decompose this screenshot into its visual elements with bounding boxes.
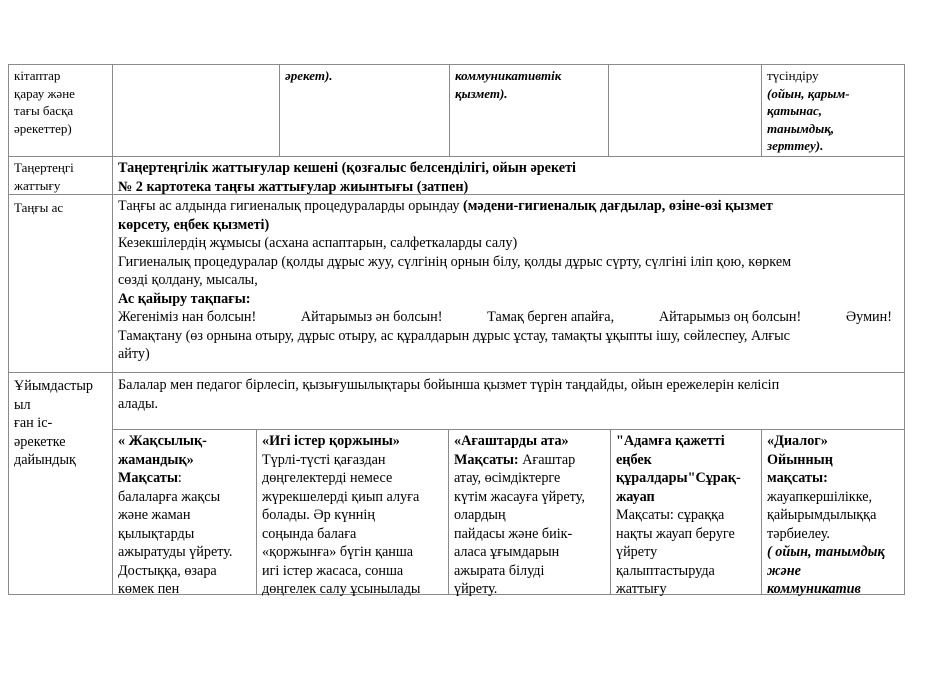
game-line bbox=[118, 562, 251, 581]
game-line-text: үйрету bbox=[616, 544, 658, 560]
game-line bbox=[767, 488, 899, 507]
game-line-tail: : bbox=[177, 470, 182, 486]
organized-intro-line: Балалар мен педагог бірлесіп, қызығушылықтары бойынша қызмет түрін таңдайды, ойын ережелерін келісіп bbox=[118, 377, 780, 393]
game-line-text: Мақсаты: сұраққа bbox=[616, 507, 725, 523]
breakfast-label bbox=[9, 196, 112, 217]
game-line bbox=[118, 432, 251, 451]
game-line bbox=[616, 580, 756, 599]
game-line bbox=[767, 469, 899, 488]
game-line-text: "Адамға қажетті bbox=[616, 433, 725, 449]
game-line bbox=[262, 543, 443, 562]
game-line bbox=[454, 580, 605, 599]
row1-col6-cell bbox=[762, 64, 904, 155]
table-border-left bbox=[8, 64, 9, 595]
game-line bbox=[767, 543, 899, 562]
game-line bbox=[118, 580, 251, 599]
morning-exercise-label bbox=[9, 156, 112, 194]
row1-activity-line: тағы басқа bbox=[14, 103, 74, 119]
game-line-text: және bbox=[767, 562, 801, 579]
game-line-text: жауап bbox=[616, 488, 655, 505]
game-line-text: күтім жасауға үйрету, bbox=[454, 488, 585, 505]
game-line-text: коммуникатив bbox=[767, 581, 861, 597]
game-line-text: «қоржынға» бүгін қанша bbox=[262, 544, 414, 560]
row1-col4-cell bbox=[450, 64, 608, 102]
game-line bbox=[767, 580, 899, 599]
row1-activity-line: әрекеттер) bbox=[14, 120, 72, 136]
game-line bbox=[454, 543, 605, 562]
game-line-text: Ойынның bbox=[767, 451, 833, 468]
row1-col3-text: әрекет). bbox=[285, 68, 333, 83]
organized-label-line: ыл bbox=[14, 396, 31, 413]
game-line bbox=[454, 488, 605, 507]
breakfast-line-5: сөзді қолдану, мысалы, bbox=[118, 272, 258, 288]
game-cell-dialog bbox=[762, 429, 904, 599]
breakfast-line-6: Ас қайыру тақпағы: bbox=[118, 290, 251, 307]
breakfast-line-1-bold: (мәдени-гигиеналық дағдылар, өзіне-өзі қызмет bbox=[462, 198, 773, 214]
game-line-text: тәрбиелеу. bbox=[767, 525, 830, 542]
game-line-text: қалыптастыруда bbox=[616, 562, 715, 579]
game-line bbox=[767, 432, 899, 451]
row1-col4-line: коммуникативтік bbox=[455, 68, 562, 83]
game-line bbox=[767, 506, 899, 525]
organized-label-line: әрекетке bbox=[14, 433, 66, 450]
game-line bbox=[454, 562, 605, 581]
game-line bbox=[454, 469, 605, 488]
game-line-text: «Ағаштарды ата» bbox=[454, 433, 569, 449]
game-line bbox=[262, 469, 443, 488]
organized-intro-line: алады. bbox=[118, 395, 159, 412]
game-line-text: аласа ұғымдарын bbox=[454, 544, 560, 560]
game-line bbox=[616, 432, 756, 451]
game-line bbox=[454, 506, 605, 525]
game-line bbox=[616, 506, 756, 525]
game-line-text: ажыратуды үйрету. bbox=[118, 544, 233, 560]
morning-exercise-line: Таңертеңгілік жаттығулар кешені (қозғалыс белсенділігі, ойын әрекеті bbox=[118, 160, 577, 176]
game-line-text: «Диалог» bbox=[767, 433, 828, 449]
game-line-text: «Игі істер қоржыны» bbox=[262, 433, 400, 449]
column-divider-4 bbox=[608, 64, 609, 157]
game-line-text: « Жақсылық- bbox=[118, 433, 207, 449]
breakfast-line-1 bbox=[118, 197, 899, 216]
game-line bbox=[767, 525, 899, 544]
game-line-text: балаларға жақсы bbox=[118, 488, 221, 505]
table-border-right bbox=[904, 64, 905, 595]
breakfast-line-8: Тамақтану (өз орнына отыру, дұрыс отыру, ас құралдарын дұрыс ұстау, тамақты ұқыпты ішу, сөйлеспеу, Алғыс bbox=[118, 327, 790, 344]
game-line bbox=[616, 525, 756, 544]
game-line-text: атау, өсімдіктерге bbox=[454, 470, 561, 486]
game-line-text: игі істер жасаса, сонша bbox=[262, 562, 404, 579]
row1-col6-line: қатынас, bbox=[767, 103, 822, 119]
game-line bbox=[616, 451, 756, 470]
breakfast-line-4: Гигиеналық процедуралар (қолды дұрыс жуу, сүлгінің орнын білу, қолды дұрыс сүрту, сүлгіні іліп қою, көркем bbox=[118, 253, 792, 270]
game-line-text: болады. Әр күннің bbox=[262, 507, 375, 523]
game-line bbox=[262, 562, 443, 581]
breakfast-label-text: Таңғы ас bbox=[14, 200, 64, 215]
morning-exercise-line: № 2 картотека таңғы жаттығулар жиынтығы (затпен) bbox=[118, 178, 469, 195]
game-line bbox=[262, 506, 443, 525]
game-line bbox=[616, 543, 756, 562]
game-line-text: ( ойын, танымдық bbox=[767, 544, 885, 560]
game-line bbox=[454, 451, 605, 470]
organized-label bbox=[9, 374, 112, 470]
game-line-text: үйрету. bbox=[454, 581, 498, 597]
game-line-text: олардың bbox=[454, 507, 506, 523]
game-line-text: ажырата білуді bbox=[454, 562, 545, 579]
tagline-phrase: Жегеніміз нан болсын! bbox=[118, 309, 257, 325]
game-cell-trees bbox=[449, 429, 610, 599]
row1-activity-cell bbox=[9, 64, 112, 137]
game-line bbox=[118, 488, 251, 507]
game-line bbox=[262, 451, 443, 470]
game-line bbox=[616, 562, 756, 581]
row1-col4-line: қызмет). bbox=[455, 85, 508, 101]
game-line-text: Достыққа, өзара bbox=[118, 562, 217, 579]
game-line-text: нақты жауап беруге bbox=[616, 525, 735, 542]
game-line-text: жүрекшелерді қиып алуға bbox=[262, 488, 420, 505]
game-cell-good-deeds bbox=[257, 429, 448, 599]
game-line-text: жаттығу bbox=[616, 581, 667, 597]
row1-col6-line: (ойын, қарым- bbox=[767, 85, 850, 101]
game-line-text: мақсаты: bbox=[767, 470, 828, 486]
game-line-text: дөңгелектерді немесе bbox=[262, 470, 393, 486]
breakfast-line-3: Кезекшілердің жұмысы (асхана аспаптарын, салфеткаларды салу) bbox=[118, 235, 518, 251]
tagline-phrase: Айтарымыз оң болсын! bbox=[658, 309, 802, 325]
game-line bbox=[118, 469, 251, 488]
game-line-text: Мақсаты: bbox=[454, 451, 519, 468]
game-line-text: Мақсаты bbox=[118, 470, 178, 486]
morning-exercise-content bbox=[113, 156, 904, 196]
row1-col6-line: танымдық, bbox=[767, 120, 835, 136]
game-line-text: соңында балаға bbox=[262, 525, 357, 542]
game-line bbox=[118, 543, 251, 562]
game-line bbox=[767, 451, 899, 470]
organized-label-line: ған іс- bbox=[14, 415, 53, 431]
game-line bbox=[262, 525, 443, 544]
game-cell-kindness bbox=[113, 429, 256, 599]
game-line-text: қылықтарды bbox=[118, 525, 195, 542]
game-line bbox=[454, 432, 605, 451]
game-line bbox=[767, 562, 899, 581]
row1-col6-line: зерттеу). bbox=[767, 138, 824, 154]
game-line bbox=[616, 469, 756, 488]
game-line-text: және жаман bbox=[118, 507, 191, 523]
row1-activity-line: кітаптар bbox=[14, 68, 61, 83]
game-line bbox=[262, 488, 443, 507]
game-line-text: құралдары"Сұрақ- bbox=[616, 470, 741, 486]
game-line bbox=[118, 525, 251, 544]
game-line-text: еңбек bbox=[616, 451, 652, 468]
row1-col3-cell bbox=[280, 64, 449, 85]
game-line bbox=[118, 506, 251, 525]
game-line bbox=[262, 580, 443, 599]
tagline-phrase: Әумин! bbox=[845, 309, 892, 325]
breakfast-line-1-plain: Таңғы ас алдында гигиеналық процедураларды орындау bbox=[118, 198, 463, 214]
tagline-phrase: Тамақ берген апайға, bbox=[487, 309, 615, 325]
row1-col6-plain: түсіндіру bbox=[767, 68, 819, 83]
game-line bbox=[454, 525, 605, 544]
game-line-text: көмек пен bbox=[118, 581, 180, 597]
game-line-text: жамандық» bbox=[118, 451, 194, 468]
game-line-text: жауапкершілікке, bbox=[767, 488, 873, 505]
game-line-tail: Ағаштар bbox=[518, 451, 576, 468]
game-line-text: пайдасы және биік- bbox=[454, 525, 573, 542]
organized-label-line: дайындық bbox=[14, 452, 76, 468]
organized-label-line: Ұйымдастыр bbox=[14, 378, 93, 394]
morning-exercise-label-line: Таңертеңгі bbox=[14, 160, 74, 175]
row1-activity-line: қарау және bbox=[14, 85, 75, 101]
game-line bbox=[616, 488, 756, 507]
game-line-text: қайырымдылыққа bbox=[767, 507, 877, 523]
game-line bbox=[118, 451, 251, 470]
organized-intro bbox=[113, 373, 904, 413]
breakfast-line-2: көрсету, еңбек қызметі) bbox=[118, 216, 270, 233]
tagline-phrase: Айтарымыз ән болсын! bbox=[300, 309, 443, 325]
game-line-text: дөңгелек салу ұсынылады bbox=[262, 581, 421, 597]
breakfast-content bbox=[113, 194, 904, 364]
game-line-text: Түрлі-түсті қағаздан bbox=[262, 451, 386, 468]
game-cell-tools bbox=[611, 429, 761, 599]
breakfast-tagline bbox=[118, 308, 892, 327]
morning-exercise-label-line: жаттығу bbox=[14, 177, 61, 193]
breakfast-line-9: айту) bbox=[118, 346, 150, 362]
game-line bbox=[262, 432, 443, 451]
